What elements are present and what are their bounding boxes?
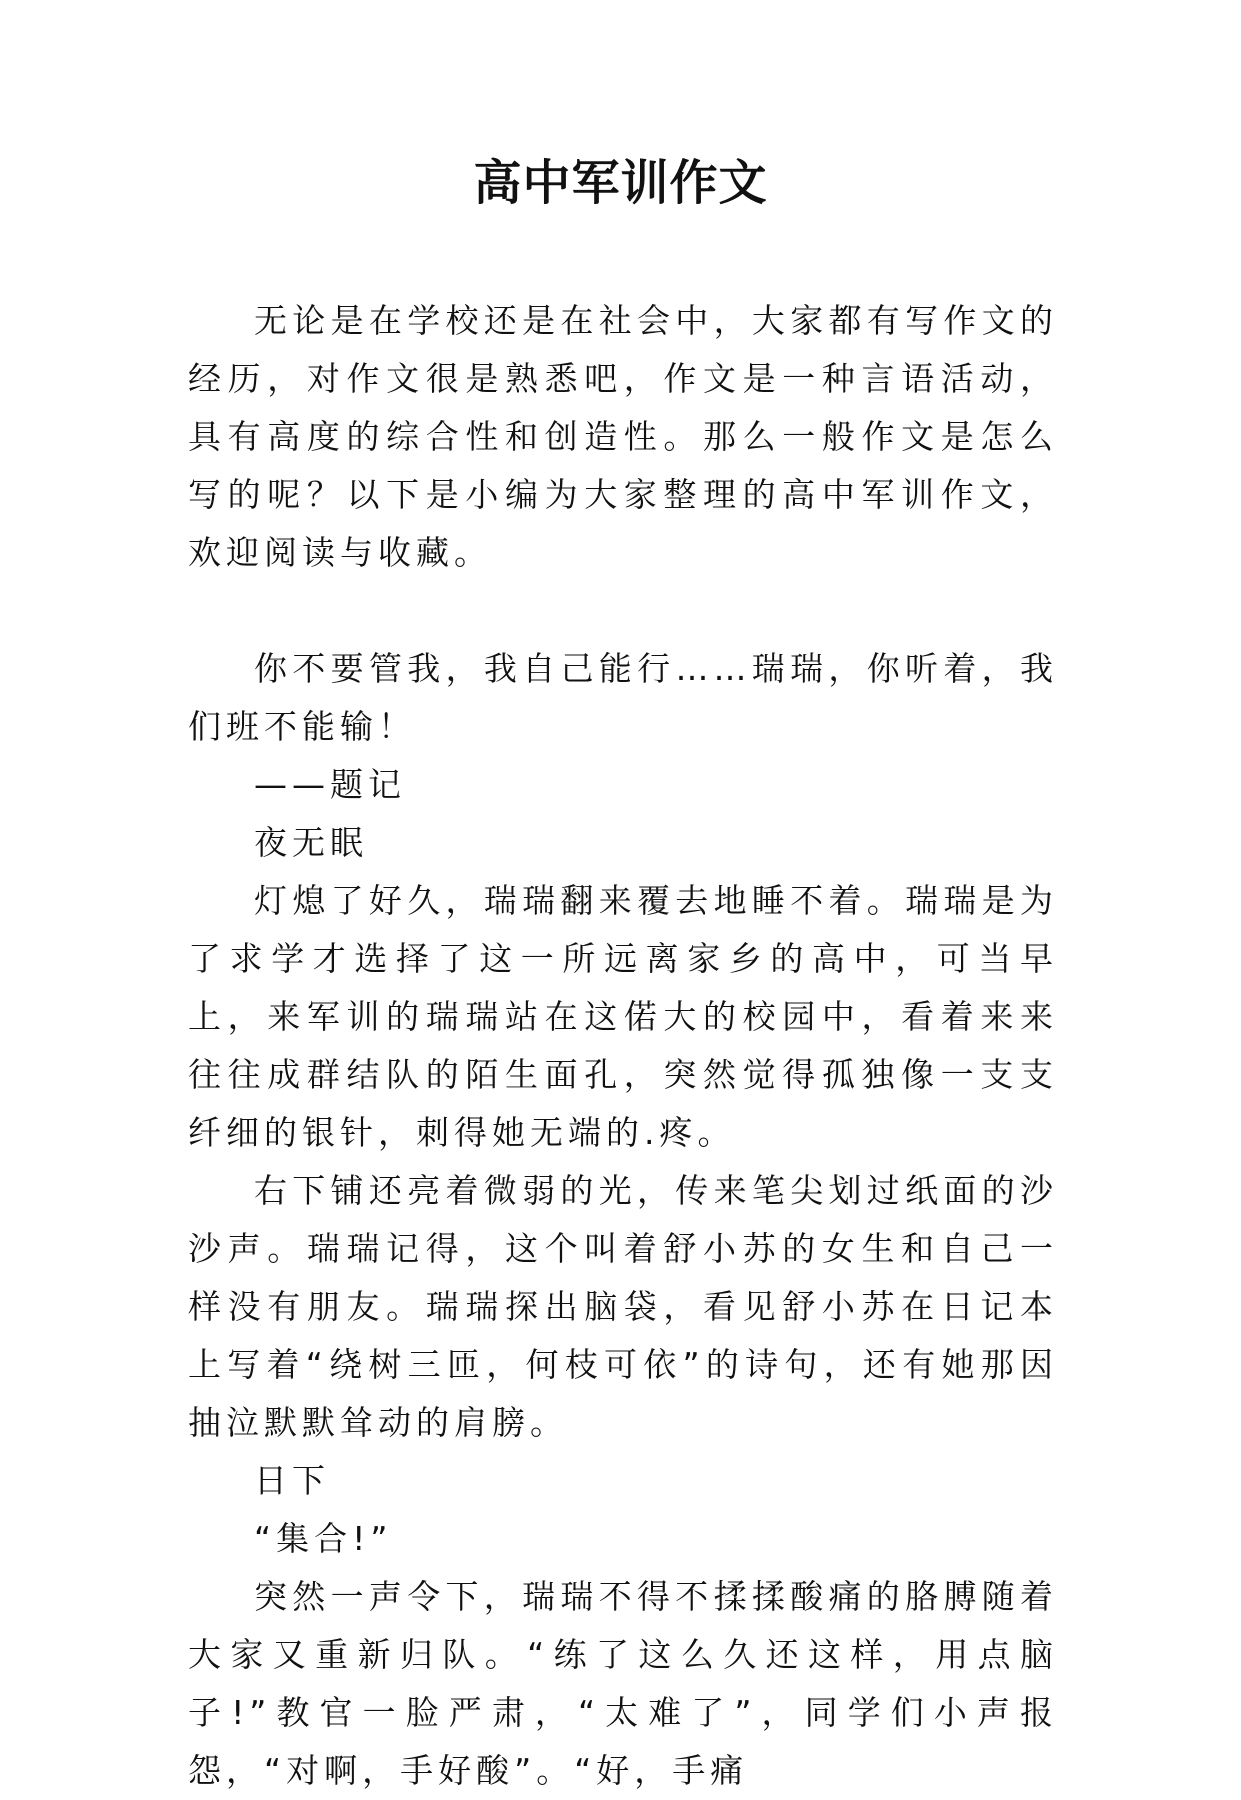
- body-paragraph: 灯熄了好久，瑞瑞翻来覆去地睡不着。瑞瑞是为了求学才选择了这一所远离家乡的高中，可当早上，来军训的瑞瑞站在这偌大的校园中，看着来来往往成群结队的陌生面孔，突然觉得孤独像一支支纤细的银针，刺得她无端的.疼。: [188, 881, 1058, 1152]
- section-heading-night: 夜无眠: [254, 823, 368, 862]
- section-gap: [188, 582, 1058, 640]
- section-heading-day: 日下: [254, 1461, 330, 1500]
- document-title: 高中军训作文: [473, 155, 768, 211]
- body-paragraph: 右下铺还亮着微弱的光，传来笔尖划过纸面的沙沙声。瑞瑞记得，这个叫着舒小苏的女生和自己一样没有朋友。瑞瑞探出脑袋，看见舒小苏在日记本上写着“绕树三匝，何枝可依”的诗句，还有她那因抽泣默默耸动的肩膀。: [188, 1171, 1058, 1442]
- document-body: [188, 292, 1058, 1800]
- epigraph-paragraph: 你不要管我，我自己能行……瑞瑞，你听着，我们班不能输！: [188, 649, 1058, 746]
- intro-paragraph: 无论是在学校还是在社会中，大家都有写作文的经历，对作文很是熟悉吧，作文是一种言语活动，具有高度的综合性和创造性。那么一般作文是怎么写的呢？以下是小编为大家整理的高中军训作文，欢迎阅读与收藏。: [188, 301, 1058, 572]
- dialogue-line: “集合!”: [254, 1519, 393, 1558]
- body-paragraph: 突然一声令下，瑞瑞不得不揉揉酸痛的胳膊随着大家又重新归队。“练了这么久还这样，用点脑子!”教官一脸严肃，“太难了”，同学们小声报怨，“对啊，手好酸”。“好，手痛: [188, 1577, 1058, 1790]
- epigraph-attribution: ——题记: [254, 765, 406, 804]
